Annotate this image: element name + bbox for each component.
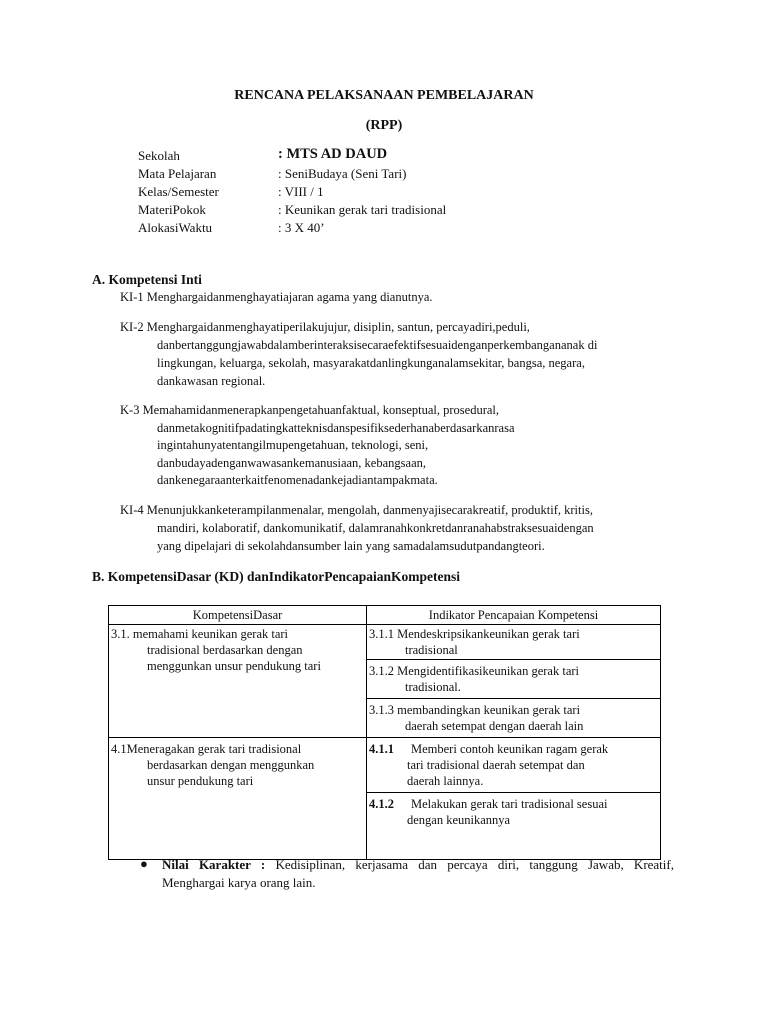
- kd-text: 3.1. memahami keunikan gerak tari: [111, 627, 289, 641]
- indicator-cell: [367, 625, 661, 660]
- ki2-line: dankawasan regional.: [157, 374, 266, 388]
- nilai-karakter-text: Kedisiplinan, kerjasama dan percaya diri, tanggung Jawab, Kreatif,: [275, 857, 674, 872]
- identity-label-time: AlokasiWaktu: [138, 220, 213, 235]
- ki3-line: dankenegaraanterkaitfenomenadankejadiantampakmata.: [157, 473, 438, 487]
- ki4-line: yang dipelajari di sekolahdansumber lain yang samadalamsudutpandangteori.: [157, 539, 545, 553]
- indicator-cell: [367, 738, 661, 793]
- kd-cell: [109, 625, 367, 738]
- ki2-line: lingkungan, keluarga, sekolah, masyarakatdanlingkunganalamsekitar, bangsa, negara,: [157, 356, 585, 370]
- identity-value-time: : 3 X 40’: [278, 220, 325, 235]
- indicator-text: daerah lainnya.: [407, 774, 484, 788]
- indicator-text: 3.1.1 Mendeskripsikankeunikan gerak tari: [369, 627, 580, 641]
- ki3-line: K-3 Memahamidanmenerapkanpengetahuanfaktual, konseptual, prosedural,: [120, 403, 500, 417]
- kd-text: tradisional berdasarkan dengan: [147, 643, 303, 657]
- identity-label-class: Kelas/Semester: [138, 184, 219, 199]
- indicator-text: 3.1.3 membandingkan keunikan gerak tari: [369, 703, 581, 717]
- indicator-number: 4.1.2: [369, 797, 394, 811]
- document-title: RENCANA PELAKSANAAN PEMBELAJARAN: [234, 88, 534, 103]
- kd-cell: [109, 738, 367, 860]
- indicator-text: tradisional: [405, 643, 458, 657]
- identity-value-subject: : SeniBudaya (Seni Tari): [278, 166, 407, 181]
- indicator-number: 4.1.1: [369, 742, 394, 756]
- section-a-heading: A. Kompetensi Inti: [92, 272, 202, 287]
- ki3-line: danmetakognitifpadatingkatteknisdanspesifiksederhanaberdasarkanrasa: [157, 421, 515, 435]
- ki4-line: KI-4 Menunjukkanketerampilanmenalar, mengolah, danmenyajisecarakreatif, produktif, kritis,: [120, 503, 593, 517]
- ki4-line: mandiri, kolaboratif, dankomunikatif, dalamranahkonkretdanranahabstraksesuaidengan: [157, 521, 594, 535]
- identity-value-class: : VIII / 1: [278, 184, 324, 199]
- table-header-kd: KompetensiDasar: [109, 606, 367, 625]
- table-row: [109, 738, 661, 793]
- kd-indicator-table: [108, 605, 661, 860]
- identity-value-material: : Keunikan gerak tari tradisional: [278, 202, 447, 217]
- identity-label-material: MateriPokok: [138, 202, 206, 217]
- kd-text: berdasarkan dengan menggunkan: [147, 758, 315, 772]
- bullet-icon: ●: [140, 856, 148, 871]
- indicator-text: Memberi contoh keunikan ragam gerak: [411, 742, 609, 756]
- section-b-heading: B. KompetensiDasar (KD) danIndikatorPencapaianKompetensi: [92, 569, 461, 584]
- nilai-karakter-line-2: Menghargai karya orang lain.: [162, 875, 316, 890]
- ki3-line: ingintahunyatentangilmupengetahuan, teknologi, seni,: [157, 438, 429, 452]
- kd-text: menggunkan unsur pendukung tari: [147, 659, 321, 673]
- indicator-text: 3.1.2 Mengidentifikasikeunikan gerak tari: [369, 664, 580, 678]
- indicator-cell: [367, 699, 661, 738]
- ki2-line: danbertanggungjawabdalamberinteraksisecaraefektifsesuaidenganperkembangananak di: [157, 338, 598, 352]
- indicator-text: daerah setempat dengan daerah lain: [405, 719, 584, 733]
- indicator-text: dengan keunikannya: [407, 813, 511, 827]
- indicator-cell: [367, 660, 661, 699]
- identity-value-school: : MTS AD DAUD: [278, 146, 388, 162]
- table-row: [109, 625, 661, 660]
- kd-text: unsur pendukung tari: [147, 774, 254, 788]
- nilai-karakter-label: Nilai Karakter :: [162, 857, 266, 872]
- nilai-karakter-line: [162, 856, 674, 873]
- identity-label-school: Sekolah: [138, 148, 180, 163]
- indicator-text: tradisional.: [405, 680, 461, 694]
- kd-text: 4.1Meneragakan gerak tari tradisional: [111, 742, 302, 756]
- identity-label-subject: Mata Pelajaran: [138, 166, 217, 181]
- indicator-text: tari tradisional daerah setempat dan: [407, 758, 585, 772]
- document-subtitle: (RPP): [365, 118, 403, 133]
- ki2-line: KI-2 Menghargaidanmenghayatiperilakujujur, disiplin, santun, percayadiri,peduli,: [120, 320, 530, 334]
- ki3-line: danbudayadenganwawasankemanusiaan, kebangsaan,: [157, 456, 426, 470]
- indicator-cell: [367, 793, 661, 860]
- indicator-text: Melakukan gerak tari tradisional sesuai: [411, 797, 608, 811]
- ki1-line: KI-1 Menghargaidanmenghayatiajaran agama yang dianutnya.: [120, 290, 433, 304]
- table-header-row: [109, 606, 661, 625]
- table-header-indicator: Indikator Pencapaian Kompetensi: [367, 606, 661, 625]
